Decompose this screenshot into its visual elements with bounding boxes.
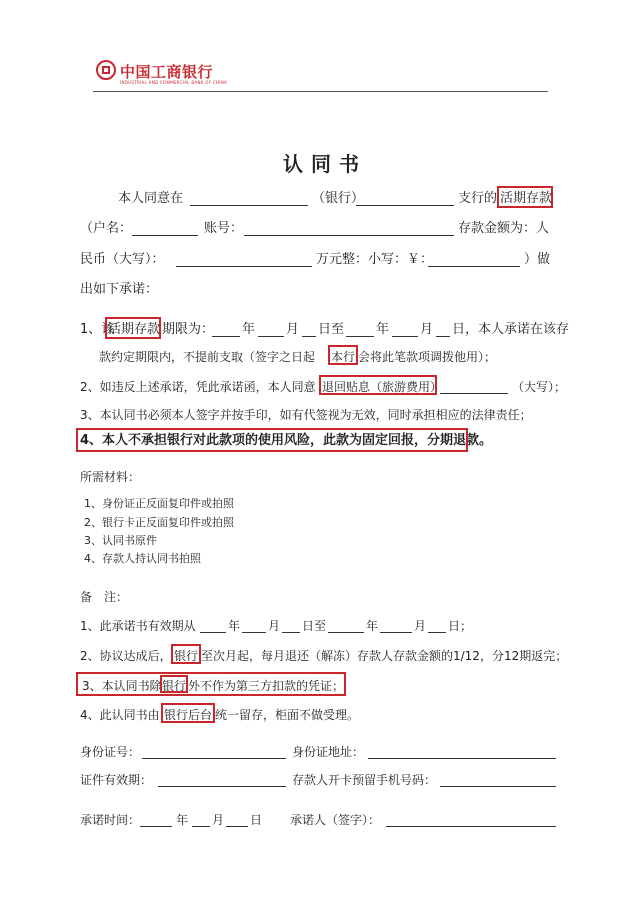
bank-blank[interactable] bbox=[190, 205, 308, 206]
intro-text: 存款金额为：人 bbox=[458, 221, 550, 236]
year-label: 年 bbox=[176, 813, 189, 827]
intro-text: 账号： bbox=[204, 221, 244, 236]
promise-1: 月 bbox=[286, 322, 300, 337]
intro-highlight: 活期存款 bbox=[500, 191, 553, 206]
amount-capital-blank[interactable] bbox=[176, 266, 312, 267]
id-number-field[interactable] bbox=[142, 758, 286, 759]
note-3: 外不作为第三方扣款的凭证； bbox=[188, 679, 345, 693]
document-title: 认同书 bbox=[283, 152, 367, 176]
note-1: 月 bbox=[414, 619, 427, 633]
intro-text: 本人同意在 bbox=[118, 191, 184, 206]
branch-blank[interactable] bbox=[356, 205, 454, 206]
intro-text: 万元整：小写：￥： bbox=[316, 252, 434, 267]
signature-field[interactable] bbox=[386, 826, 556, 827]
highlight-box bbox=[160, 675, 188, 693]
signer-label: 承诺人（签字）： bbox=[290, 813, 381, 827]
note-1: 年 bbox=[228, 619, 241, 633]
date-blank[interactable] bbox=[346, 336, 374, 337]
promise-1-highlight: 本行 bbox=[331, 350, 356, 364]
year-field[interactable] bbox=[140, 826, 172, 827]
note-1: 日至 bbox=[302, 619, 327, 633]
month-label: 月 bbox=[212, 813, 225, 827]
intro-text: （银行） bbox=[312, 191, 365, 206]
bank-name: 中国工商银行 bbox=[120, 63, 214, 81]
highlight-box bbox=[105, 317, 161, 339]
note-1: 年 bbox=[366, 619, 379, 633]
phone-label: 存款人开卡预留手机号码： bbox=[292, 773, 437, 787]
id-validity-label: 证件有效期： bbox=[80, 773, 153, 787]
promise-2: （大写）； bbox=[512, 380, 567, 394]
notes-heading: 备 注： bbox=[80, 590, 129, 604]
date-blank[interactable] bbox=[302, 336, 316, 337]
account-name-blank[interactable] bbox=[132, 235, 198, 236]
highlight-box bbox=[171, 644, 201, 664]
phone-field[interactable] bbox=[440, 786, 556, 787]
note-4-highlight: 银行后台 bbox=[164, 708, 213, 722]
note-2: 2、协议达成后， bbox=[80, 649, 172, 663]
highlight-box bbox=[161, 703, 215, 723]
material-item: 3、认同书原件 bbox=[84, 534, 157, 547]
account-number-blank[interactable] bbox=[244, 235, 454, 236]
date-blank[interactable] bbox=[200, 632, 226, 633]
highlight-box bbox=[328, 345, 358, 365]
date-blank[interactable] bbox=[392, 336, 418, 337]
highlight-box bbox=[76, 428, 468, 452]
promise-1: 1、该 bbox=[80, 322, 115, 337]
note-2: 至次月起，每月退还（解冻）存款人存款金额的1/12，分12期返完； bbox=[201, 649, 568, 663]
id-address-field[interactable] bbox=[368, 758, 556, 759]
amount-small-blank[interactable] bbox=[428, 266, 520, 267]
date-blank[interactable] bbox=[428, 632, 446, 633]
promise-2: 2、如违反上述承诺，凭此承诺函，本人同意 bbox=[80, 380, 316, 394]
date-blank[interactable] bbox=[242, 632, 266, 633]
note-4: 4、此认同书由 bbox=[80, 708, 160, 722]
promise-1: 年 bbox=[242, 322, 256, 337]
icbc-logo-icon bbox=[96, 60, 116, 80]
note-1: 1、此承诺书有效期从 bbox=[80, 619, 196, 633]
id-number-label: 身份证号： bbox=[80, 745, 141, 759]
promise-1: 会将此笔款项调拨他用）； bbox=[358, 350, 497, 364]
promise-1: 期限为： bbox=[162, 322, 215, 337]
amount-blank[interactable] bbox=[440, 393, 508, 394]
date-blank[interactable] bbox=[258, 336, 284, 337]
date-blank[interactable] bbox=[328, 632, 364, 633]
note-3-highlight: 银行 bbox=[162, 679, 187, 693]
promise-1: 款约定期限内，不提前支取（签字之日起 bbox=[99, 350, 316, 364]
promise-1: 日，本人承诺在该存 bbox=[452, 322, 570, 337]
bank-name-en: INDUSTRIAL AND COMMERCIAL BANK OF CHINA bbox=[120, 80, 228, 85]
highlight-box bbox=[319, 375, 437, 395]
intro-text: 支行的 bbox=[458, 191, 498, 206]
promise-1: 日至 bbox=[318, 322, 345, 337]
note-1: 月 bbox=[268, 619, 281, 633]
note-4: 统一留存，柜面不做受理。 bbox=[215, 708, 360, 722]
promise-1: 月 bbox=[420, 322, 434, 337]
promise-2-highlight: 退回贴息（旅游费用） bbox=[322, 380, 443, 394]
date-blank[interactable] bbox=[436, 336, 450, 337]
intro-text: （户名： bbox=[80, 221, 133, 236]
promise-time-label: 承诺时间： bbox=[80, 813, 141, 827]
note-2-highlight: 银行 bbox=[174, 649, 199, 663]
date-blank[interactable] bbox=[380, 632, 412, 633]
intro-text: 民币（大写）： bbox=[80, 252, 165, 267]
day-label: 日 bbox=[250, 813, 263, 827]
materials-heading: 所需材料： bbox=[80, 470, 141, 484]
intro-text: 出如下承诺： bbox=[80, 282, 159, 297]
month-field[interactable] bbox=[192, 826, 210, 827]
header-rule bbox=[93, 91, 548, 92]
note-3: 3、本认同书除 bbox=[82, 679, 162, 693]
date-blank[interactable] bbox=[212, 336, 240, 337]
date-blank[interactable] bbox=[282, 632, 300, 633]
promise-3: 3、本认同书必须本人签字并按手印，如有代签视为无效，同时承担相应的法律责任； bbox=[80, 408, 532, 422]
material-item: 2、银行卡正反面复印件或拍照 bbox=[84, 516, 234, 529]
highlight-box bbox=[76, 672, 346, 696]
promise-4: 4、本人不承担银行对此款项的使用风险，此款为固定回报，分期退款。 bbox=[80, 433, 493, 448]
intro-text: ）做 bbox=[524, 252, 551, 267]
material-item: 1、身份证正反面复印件或拍照 bbox=[84, 497, 234, 510]
promise-1-highlight: 活期存款 bbox=[108, 322, 161, 337]
note-1: 日； bbox=[448, 619, 473, 633]
promise-1: 年 bbox=[376, 322, 390, 337]
highlight-box bbox=[497, 186, 553, 208]
id-address-label: 身份证地址： bbox=[292, 745, 365, 759]
id-validity-field[interactable] bbox=[158, 786, 286, 787]
material-item: 4、存款人持认同书拍照 bbox=[84, 552, 201, 565]
day-field[interactable] bbox=[226, 826, 248, 827]
